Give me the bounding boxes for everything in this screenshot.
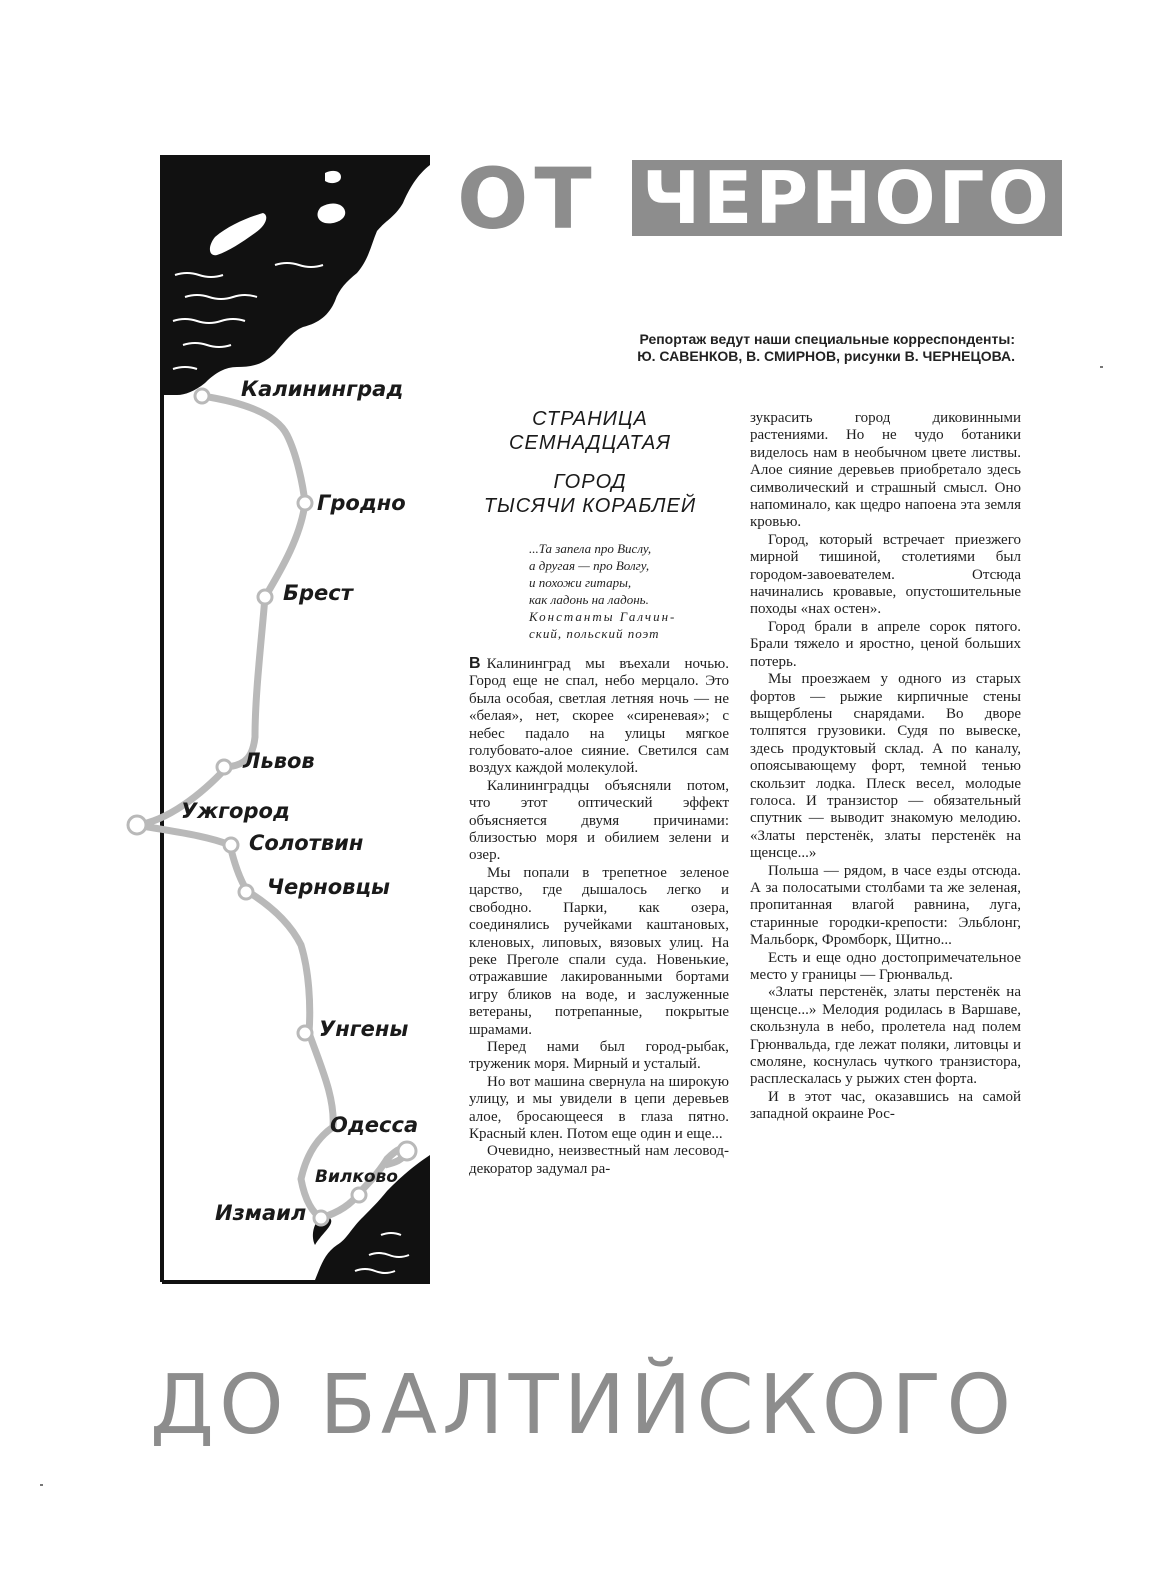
drop-cap: В bbox=[469, 655, 481, 672]
paragraph: Город, который встречает приезжего мирной тишиной, столетиями был городом-завоевателем. Отсюда начинались кровавые, опустошительные походы «нах остен». bbox=[750, 531, 1021, 618]
paragraph: «Златы перстенёк, златы перстенёк на щенсце...» Мелодия родилась в Варшаве, скользнула в небо, пролетела над полем Грюнвальда, где лежат поляки, литовцы и смоляне, коснулась чуткого транзистора, расплескалась у рыжих стен форта. bbox=[750, 984, 1021, 1088]
byline-authors: Ю. САВЕНКОВ, В. СМИРНОВ, рисунки В. ЧЕРНЕЦОВА. bbox=[637, 348, 1015, 364]
station-grodno bbox=[298, 496, 312, 510]
article-column-1 bbox=[469, 655, 729, 1178]
paragraph: Город брали в апреле сорок пятого. Брали тяжело и яростно, ценой больших потерь. bbox=[750, 618, 1021, 670]
paragraph: Есть и еще одно достопримечательное место у границы — Грюнвальд. bbox=[750, 949, 1021, 983]
paragraph: Мы попали в трепетное зеленое царство, где дышалось легко и свободно. Парки, как озера, соединялись ручейками каштановых, кленовых, липовых, вязовых улиц. На реке Преголе спали суда. Новенькие, отражавшие лакированными бортами игру бликов на воде, и заслуженные ветераны, потрепанные, покрытые шрамами. bbox=[469, 864, 729, 1038]
byline-intro: Репортаж ведут наши специальные корреспонденты: bbox=[639, 331, 1015, 347]
scan-speck bbox=[40, 1484, 43, 1486]
title-do-baltiyskogo: ДО БАЛТИЙСКОГО bbox=[150, 1358, 1017, 1453]
station-lvov bbox=[217, 760, 231, 774]
epigraph-line-4: как ладонь на ладонь. bbox=[529, 592, 649, 607]
station-kaliningrad bbox=[195, 389, 209, 403]
epigraph-line-1: ...Та запела про Вислу, bbox=[529, 541, 652, 556]
city-label-chernovtsy: Черновцы bbox=[267, 875, 391, 899]
paragraph bbox=[469, 655, 729, 778]
city-label-izmail: Измаил bbox=[215, 1201, 307, 1225]
city-label-odessa: Одесса bbox=[330, 1113, 419, 1137]
scan-speck bbox=[1100, 366, 1103, 368]
paragraph-text: Калининград мы въехали ночью. Город еще не спал, небо мерцало. Это была особая, светлая летняя ночь — не «белая», нет, скорее «сиреневая»; с небес падало на улицы мягкое голубовато-алое сияние. Светился сам воздух каждой молекулой. bbox=[469, 656, 729, 777]
island-small bbox=[325, 171, 341, 183]
paragraph: Но вот машина свернула на широкую улицу, и мы увидели в цепи деревьев алое, бросающееся в глаза пятно. Красный клен. Потом еще один и еще... bbox=[469, 1073, 729, 1142]
station-chernovtsy bbox=[239, 885, 253, 899]
section-heading-line-1: СТРАНИЦА bbox=[532, 408, 648, 430]
station-solotvin bbox=[224, 838, 238, 852]
city-label-lvov: Львов bbox=[243, 749, 315, 773]
city-label-ungeny: Унгены bbox=[319, 1017, 409, 1041]
route-map bbox=[125, 155, 435, 1295]
article-column-2 bbox=[750, 410, 1021, 1124]
title-word-chernogo: ЧЕРНОГО bbox=[632, 160, 1062, 236]
paragraph: зукрасить город диковинными растениями. Но не чудо ботаники виделось нам в необычном цвете листвы. Алое сияние деревьев приобретало здесь символический и страшный смысл. Оно напоминало, как щедро напоена эта земля кровью. bbox=[750, 410, 1021, 531]
article-title-line-1: ГОРОД bbox=[553, 471, 627, 493]
paragraph: Очевидно, неизвестный нам лесовод-декоратор задумал ра- bbox=[469, 1143, 729, 1177]
paragraph: Перед нами был город-рыбак, труженик моря. Мирный и усталый. bbox=[469, 1038, 729, 1073]
station-uzhgorod bbox=[128, 816, 146, 834]
city-label-grodno: Гродно bbox=[317, 491, 406, 515]
title-word-ot: ОТ bbox=[457, 150, 598, 248]
city-label-brest: Брест bbox=[283, 581, 353, 605]
paragraph: Польша — рядом, в часе езды отсюда. А за полосатыми столбами та же зеленая, пропитанная влагой равнина, луга, старинные городки-крепости: Эльблонг, Мальборк, Фромборк, Щитно... bbox=[750, 862, 1021, 949]
station-odessa bbox=[398, 1142, 416, 1160]
epigraph-author-1: Константы Галчин- bbox=[529, 609, 677, 624]
station-brest bbox=[258, 590, 272, 604]
city-label-kaliningrad: Калининград bbox=[241, 377, 404, 401]
paragraph: Калининградцы объясняли потом, что этот оптический эффект объясняется двумя причинами: близостью моря и обилием зелени и озер. bbox=[469, 777, 729, 864]
city-label-vilkovo: Вилково bbox=[315, 1167, 398, 1187]
station-vilkovo bbox=[352, 1188, 366, 1202]
station-izmail bbox=[314, 1211, 328, 1225]
article-title-line-2: ТЫСЯЧИ КОРАБЛЕЙ bbox=[483, 495, 697, 517]
paragraph: И в этот час, оказавшись на самой западной окраине Рос- bbox=[750, 1088, 1021, 1123]
epigraph-author-2: ский, польский поэт bbox=[529, 626, 660, 641]
section-heading-line-2: СЕМНАДЦАТАЯ bbox=[509, 432, 671, 454]
station-ungeny bbox=[298, 1026, 312, 1040]
epigraph-line-3: и похожи гитары, bbox=[529, 575, 632, 590]
paragraph: Мы проезжаем у одного из старых фортов — рыжие кирпичные стены выщерблены снарядами. Во дворе толпятся грузовики. Судя по вывеске, здесь продуктовый склад. А по каналу, опоясывающему форт, темной тенью скользит лодка. Плеск весел, молодые голоса. И транзистор — обязательный спутник — выводит знакомую мелодию. «Златы перстенёк, златы перстенёк на щенсце...» bbox=[750, 671, 1021, 862]
city-label-uzhgorod: Ужгород bbox=[181, 799, 290, 823]
city-label-solotvin: Солотвин bbox=[249, 831, 364, 855]
epigraph-line-2: а другая — про Волгу, bbox=[529, 558, 650, 573]
